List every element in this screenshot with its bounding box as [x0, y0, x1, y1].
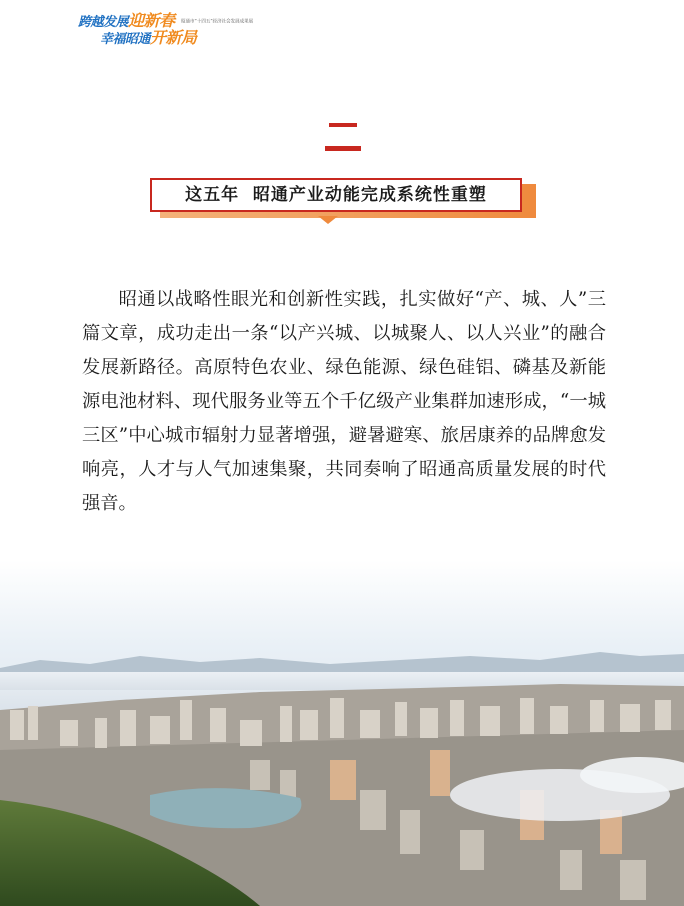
masthead-logo — [78, 8, 278, 47]
logo-text-1: 跨越发展 — [78, 15, 129, 30]
banner-pointer — [318, 216, 338, 224]
chapter-numeral — [325, 123, 361, 153]
section-heading: 这五年 昭通产业动能完成系统性重塑 — [185, 185, 487, 205]
body-paragraph: 昭通以战略性眼光和创新性实践，扎实做好“产、城、人”三篇文章，成功走出一条“以产兴城、以城聚人、以人兴业”的融合发展新路径。高原特色农业、绿色能源、绿色硅铝、磷基及新能源电池材料、现代服务业等五个千亿级产业集群加速形成，“一城三区”中心城市辐射力显著增强，避暑避寒、旅居康养的品牌愈发响亮，人才与人气加速集聚，共同奏响了昭通高质量发展的时代强音。 — [82, 289, 606, 514]
logo-text-3: 幸福昭通 — [100, 32, 151, 47]
logo-text-4: 开新局 — [150, 28, 197, 47]
masthead-subtitle: 昭通市“十四五”经济社会发展成果展 — [181, 18, 254, 25]
city-fog-photo — [0, 560, 684, 906]
section-heading-banner — [150, 178, 536, 222]
numeral-stroke-bottom — [325, 146, 361, 151]
numeral-stroke-top — [329, 123, 357, 127]
logo-text-2: 迎新春 — [128, 11, 175, 30]
